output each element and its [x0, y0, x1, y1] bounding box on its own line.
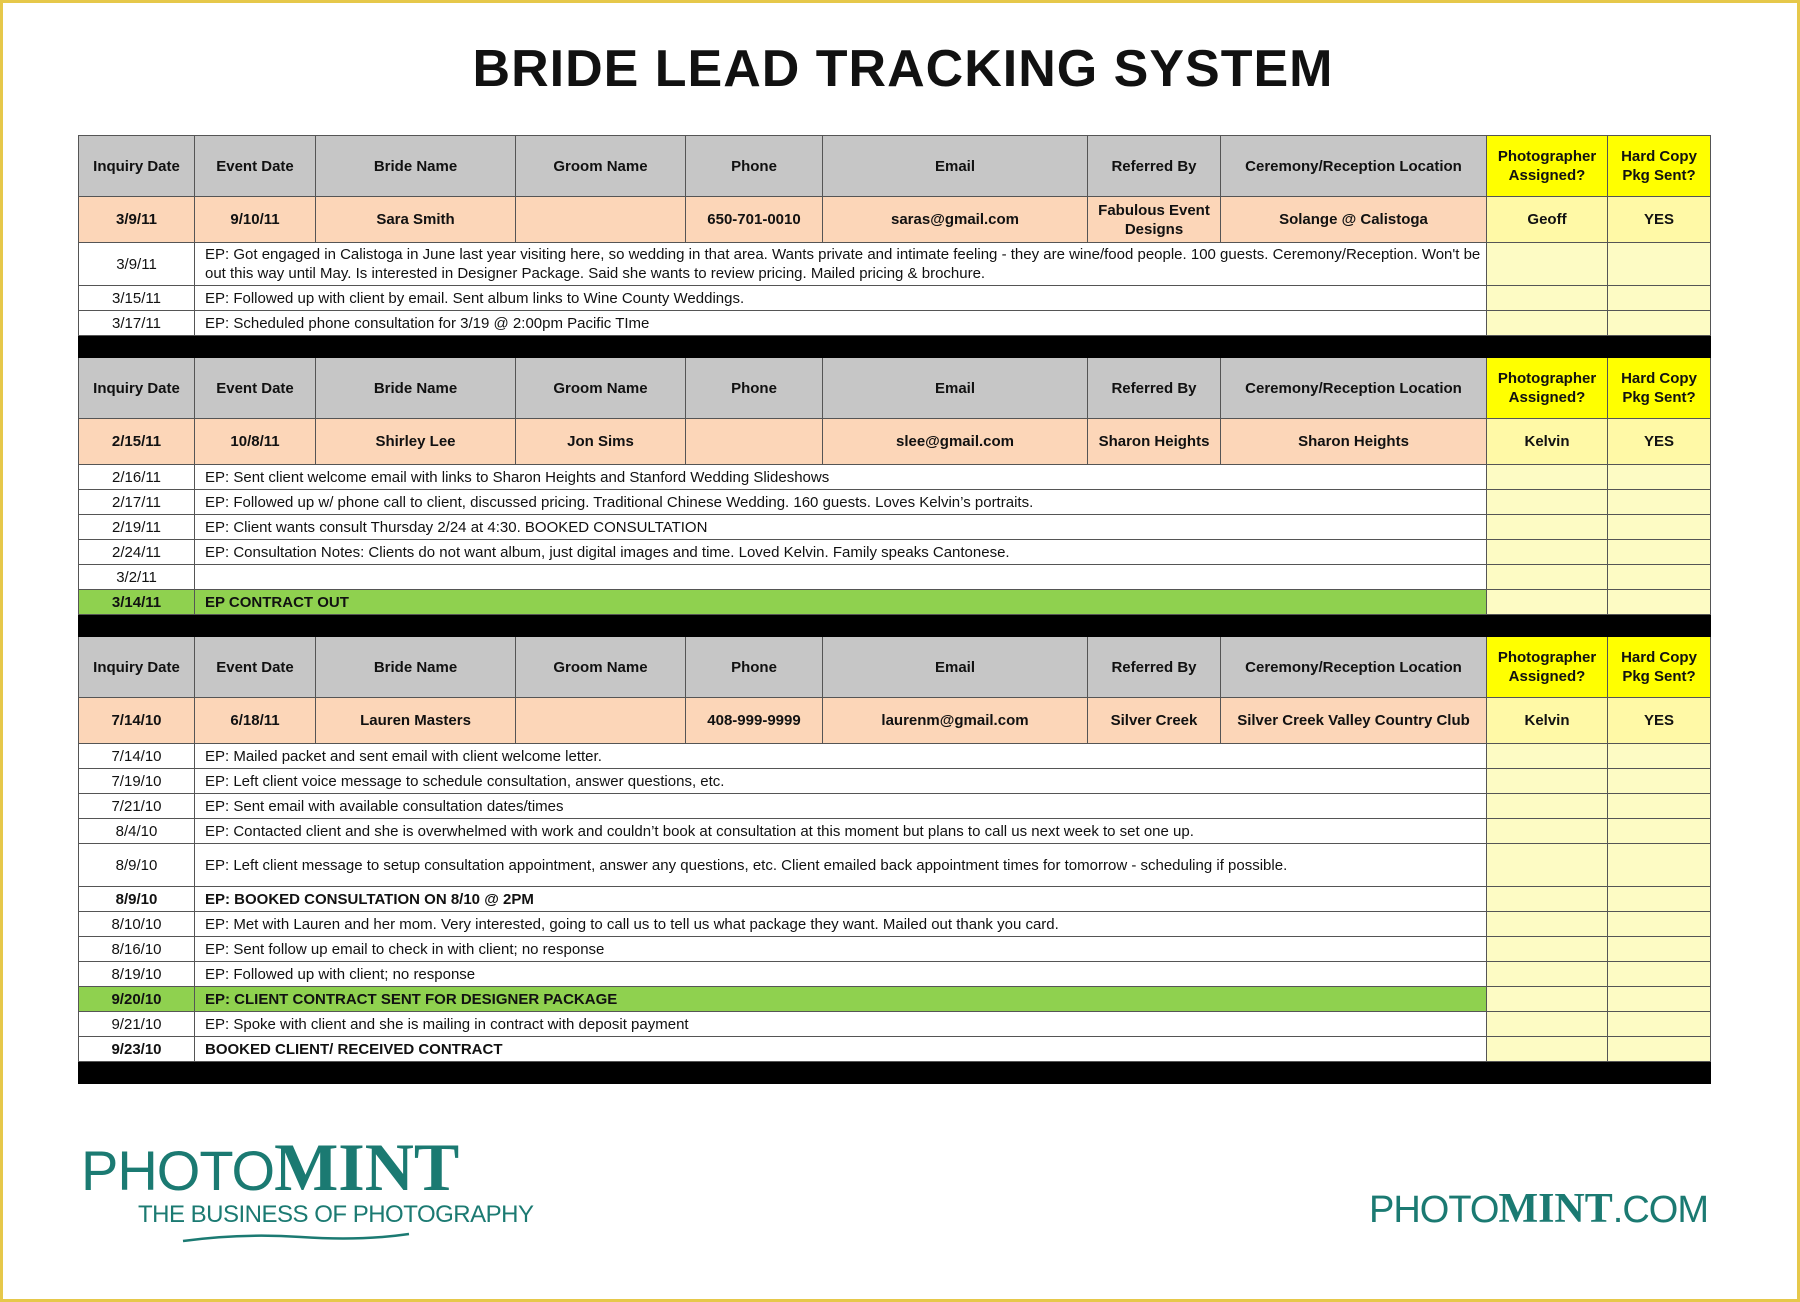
note-photographer-cell [1487, 794, 1608, 819]
column-header: Groom Name [516, 136, 686, 197]
note-hard-copy-cell [1608, 515, 1711, 540]
note-photographer-cell [1487, 515, 1608, 540]
column-header-row [79, 637, 1711, 698]
lead-referred-by: Silver Creek [1088, 698, 1221, 744]
column-header: Hard Copy Pkg Sent? [1608, 358, 1711, 419]
note-date: 3/14/11 [79, 590, 195, 615]
note-text: EP: Client wants consult Thursday 2/24 at 4:30. BOOKED CONSULTATION [195, 515, 1487, 540]
note-hard-copy-cell [1608, 590, 1711, 615]
lead-summary-row [79, 419, 1711, 465]
note-text [195, 565, 1487, 590]
note-row [79, 1012, 1711, 1037]
note-photographer-cell [1487, 243, 1608, 286]
note-text: EP: Mailed packet and sent email with client welcome letter. [195, 744, 1487, 769]
note-photographer-cell [1487, 987, 1608, 1012]
column-header: Ceremony/Reception Location [1221, 637, 1487, 698]
lead-photographer-assigned: Kelvin [1487, 698, 1608, 744]
lead-tracking-table [78, 135, 1711, 1084]
note-text: EP: Followed up with client by email. Sent album links to Wine County Weddings. [195, 286, 1487, 311]
section-separator [79, 336, 1711, 358]
site-mint-text: MINT [1498, 1186, 1613, 1232]
note-text: EP CONTRACT OUT [195, 590, 1487, 615]
note-text: EP: Got engaged in Calistoga in June last year visiting here, so wedding in that area. Wants private and intimate feeling - they are wine/food people. 100 guests. Ceremony/Reception. Won't be out this way until May. Is interested in Designer Package. Said she wants to review pricing. Mailed pricing & brochure. [195, 243, 1487, 286]
note-date: 9/20/10 [79, 987, 195, 1012]
column-header: Photographer Assigned? [1487, 637, 1608, 698]
note-photographer-cell [1487, 590, 1608, 615]
column-header: Ceremony/Reception Location [1221, 358, 1487, 419]
note-photographer-cell [1487, 311, 1608, 336]
note-hard-copy-cell [1608, 819, 1711, 844]
separator-bar [79, 336, 1711, 358]
lead-bride-name: Shirley Lee [316, 419, 516, 465]
note-row [79, 937, 1711, 962]
note-hard-copy-cell [1608, 962, 1711, 987]
note-photographer-cell [1487, 844, 1608, 887]
note-hard-copy-cell [1608, 286, 1711, 311]
note-date: 3/9/11 [79, 243, 195, 286]
lead-phone [686, 419, 823, 465]
note-date: 7/19/10 [79, 769, 195, 794]
note-text: EP: Sent email with available consultation dates/times [195, 794, 1487, 819]
note-hard-copy-cell [1608, 794, 1711, 819]
note-text: EP: Followed up w/ phone call to client, discussed pricing. Traditional Chinese Wedding. 160 guests. Loves Kelvin’s portraits. [195, 490, 1487, 515]
lead-location: Sharon Heights [1221, 419, 1487, 465]
page-title: BRIDE LEAD TRACKING SYSTEM [472, 40, 1334, 98]
site-com-text: .COM [1612, 1189, 1708, 1231]
lead-event-date: 6/18/11 [195, 698, 316, 744]
note-text: EP: Sent client welcome email with links to Sharon Heights and Stanford Wedding Slideshows [195, 465, 1487, 490]
lead-bride-name: Lauren Masters [316, 698, 516, 744]
note-row [79, 465, 1711, 490]
column-header: Email [823, 136, 1088, 197]
note-row [79, 844, 1711, 887]
note-hard-copy-cell [1608, 769, 1711, 794]
column-header: Hard Copy Pkg Sent? [1608, 136, 1711, 197]
note-date: 3/17/11 [79, 311, 195, 336]
lead-phone: 650-701-0010 [686, 197, 823, 243]
note-date: 8/9/10 [79, 887, 195, 912]
column-header: Referred By [1088, 358, 1221, 419]
lead-hard-copy-sent: YES [1608, 419, 1711, 465]
note-date: 2/19/11 [79, 515, 195, 540]
lead-hard-copy-sent: YES [1608, 698, 1711, 744]
note-text: EP: Scheduled phone consultation for 3/19 @ 2:00pm Pacific TIme [195, 311, 1487, 336]
note-hard-copy-cell [1608, 565, 1711, 590]
column-header: Referred By [1088, 136, 1221, 197]
lead-email: laurenm@gmail.com [823, 698, 1088, 744]
photomint-website [1369, 1185, 1708, 1233]
note-hard-copy-cell [1608, 937, 1711, 962]
section-separator [79, 615, 1711, 637]
lead-hard-copy-sent: YES [1608, 197, 1711, 243]
lead-email: saras@gmail.com [823, 197, 1088, 243]
separator-bar [79, 615, 1711, 637]
note-photographer-cell [1487, 1012, 1608, 1037]
column-header: Inquiry Date [79, 136, 195, 197]
column-header: Bride Name [316, 637, 516, 698]
column-header: Ceremony/Reception Location [1221, 136, 1487, 197]
note-text: EP: Sent follow up email to check in with client; no response [195, 937, 1487, 962]
note-row [79, 311, 1711, 336]
lead-referred-by: Fabulous Event Designs [1088, 197, 1221, 243]
column-header: Phone [686, 637, 823, 698]
note-date: 2/17/11 [79, 490, 195, 515]
note-date: 8/16/10 [79, 937, 195, 962]
column-header: Email [823, 358, 1088, 419]
column-header: Groom Name [516, 358, 686, 419]
note-date: 2/16/11 [79, 465, 195, 490]
column-header: Phone [686, 358, 823, 419]
lead-event-date: 10/8/11 [195, 419, 316, 465]
note-date: 8/9/10 [79, 844, 195, 887]
note-row [79, 243, 1711, 286]
note-hard-copy-cell [1608, 243, 1711, 286]
site-photo-text: PHOTO [1369, 1189, 1499, 1231]
logo-mint-text: MINT [274, 1129, 460, 1205]
note-text: EP: Left client voice message to schedule consultation, answer questions, etc. [195, 769, 1487, 794]
note-hard-copy-cell [1608, 540, 1711, 565]
note-date: 2/24/11 [79, 540, 195, 565]
note-photographer-cell [1487, 1037, 1608, 1062]
note-text: EP: Followed up with client; no response [195, 962, 1487, 987]
note-row [79, 819, 1711, 844]
lead-referred-by: Sharon Heights [1088, 419, 1221, 465]
lead-groom-name [516, 698, 686, 744]
note-row [79, 286, 1711, 311]
photomint-logo [81, 1128, 533, 1245]
note-row [79, 590, 1711, 615]
lead-summary-row [79, 698, 1711, 744]
note-row [79, 794, 1711, 819]
lead-inquiry-date: 2/15/11 [79, 419, 195, 465]
note-hard-copy-cell [1608, 912, 1711, 937]
note-row [79, 987, 1711, 1012]
note-row [79, 565, 1711, 590]
lead-photographer-assigned: Geoff [1487, 197, 1608, 243]
note-text: EP: Met with Lauren and her mom. Very interested, going to call us to tell us what package they want. Mailed out thank you card. [195, 912, 1487, 937]
note-photographer-cell [1487, 769, 1608, 794]
note-photographer-cell [1487, 490, 1608, 515]
note-date: 9/23/10 [79, 1037, 195, 1062]
column-header: Photographer Assigned? [1487, 358, 1608, 419]
note-photographer-cell [1487, 819, 1608, 844]
note-photographer-cell [1487, 565, 1608, 590]
note-photographer-cell [1487, 744, 1608, 769]
note-photographer-cell [1487, 962, 1608, 987]
note-hard-copy-cell [1608, 844, 1711, 887]
note-photographer-cell [1487, 887, 1608, 912]
column-header: Inquiry Date [79, 358, 195, 419]
note-text: EP: CLIENT CONTRACT SENT FOR DESIGNER PACKAGE [195, 987, 1487, 1012]
column-header-row [79, 358, 1711, 419]
lead-bride-name: Sara Smith [316, 197, 516, 243]
note-photographer-cell [1487, 465, 1608, 490]
column-header: Event Date [195, 136, 316, 197]
column-header: Bride Name [316, 136, 516, 197]
lead-location: Silver Creek Valley Country Club [1221, 698, 1487, 744]
column-header: Bride Name [316, 358, 516, 419]
note-text: EP: Contacted client and she is overwhelmed with work and couldn’t book at consultation at this moment but plans to call us next week to set one up. [195, 819, 1487, 844]
note-photographer-cell [1487, 912, 1608, 937]
lead-phone: 408-999-9999 [686, 698, 823, 744]
note-hard-copy-cell [1608, 887, 1711, 912]
column-header: Phone [686, 136, 823, 197]
note-photographer-cell [1487, 540, 1608, 565]
column-header: Hard Copy Pkg Sent? [1608, 637, 1711, 698]
note-row [79, 1037, 1711, 1062]
note-hard-copy-cell [1608, 987, 1711, 1012]
column-header: Event Date [195, 637, 316, 698]
note-date: 8/10/10 [79, 912, 195, 937]
lead-event-date: 9/10/11 [195, 197, 316, 243]
note-text: EP: BOOKED CONSULTATION ON 8/10 @ 2PM [195, 887, 1487, 912]
lead-groom-name [516, 197, 686, 243]
note-hard-copy-cell [1608, 744, 1711, 769]
lead-location: Solange @ Calistoga [1221, 197, 1487, 243]
separator-bar [79, 1062, 1711, 1084]
lead-groom-name: Jon Sims [516, 419, 686, 465]
lead-summary-row [79, 197, 1711, 243]
note-date: 8/4/10 [79, 819, 195, 844]
note-date: 9/21/10 [79, 1012, 195, 1037]
lead-inquiry-date: 3/9/11 [79, 197, 195, 243]
note-hard-copy-cell [1608, 311, 1711, 336]
note-date: 3/2/11 [79, 565, 195, 590]
note-text: EP: Left client message to setup consultation appointment, answer any questions, etc. Client emailed back appointment times for tomorrow - scheduling if possible. [195, 844, 1487, 887]
lead-photographer-assigned: Kelvin [1487, 419, 1608, 465]
note-hard-copy-cell [1608, 1012, 1711, 1037]
note-text: BOOKED CLIENT/ RECEIVED CONTRACT [195, 1037, 1487, 1062]
note-hard-copy-cell [1608, 465, 1711, 490]
column-header: Inquiry Date [79, 637, 195, 698]
note-row [79, 515, 1711, 540]
note-row [79, 912, 1711, 937]
note-photographer-cell [1487, 286, 1608, 311]
section-separator [79, 1062, 1711, 1084]
note-date: 3/15/11 [79, 286, 195, 311]
column-header: Email [823, 637, 1088, 698]
note-row [79, 540, 1711, 565]
note-row [79, 887, 1711, 912]
note-row [79, 962, 1711, 987]
note-date: 7/21/10 [79, 794, 195, 819]
logo-tagline: THE BUSINESS OF PHOTOGRAPHY [138, 1201, 534, 1228]
note-hard-copy-cell [1608, 1037, 1711, 1062]
note-date: 7/14/10 [79, 744, 195, 769]
note-photographer-cell [1487, 937, 1608, 962]
column-header: Photographer Assigned? [1487, 136, 1608, 197]
note-text: EP: Consultation Notes: Clients do not want album, just digital images and time. Loved Kelvin. Family speaks Cantonese. [195, 540, 1487, 565]
note-row [79, 490, 1711, 515]
note-row [79, 769, 1711, 794]
column-header-row [79, 136, 1711, 197]
lead-inquiry-date: 7/14/10 [79, 698, 195, 744]
column-header: Event Date [195, 358, 316, 419]
lead-email: slee@gmail.com [823, 419, 1088, 465]
note-text: EP: Spoke with client and she is mailing in contract with deposit payment [195, 1012, 1487, 1037]
note-date: 8/19/10 [79, 962, 195, 987]
logo-photo-text: PHOTO [81, 1139, 275, 1202]
note-row [79, 744, 1711, 769]
column-header: Referred By [1088, 637, 1221, 698]
logo-swash-icon [181, 1231, 411, 1245]
column-header: Groom Name [516, 637, 686, 698]
note-hard-copy-cell [1608, 490, 1711, 515]
